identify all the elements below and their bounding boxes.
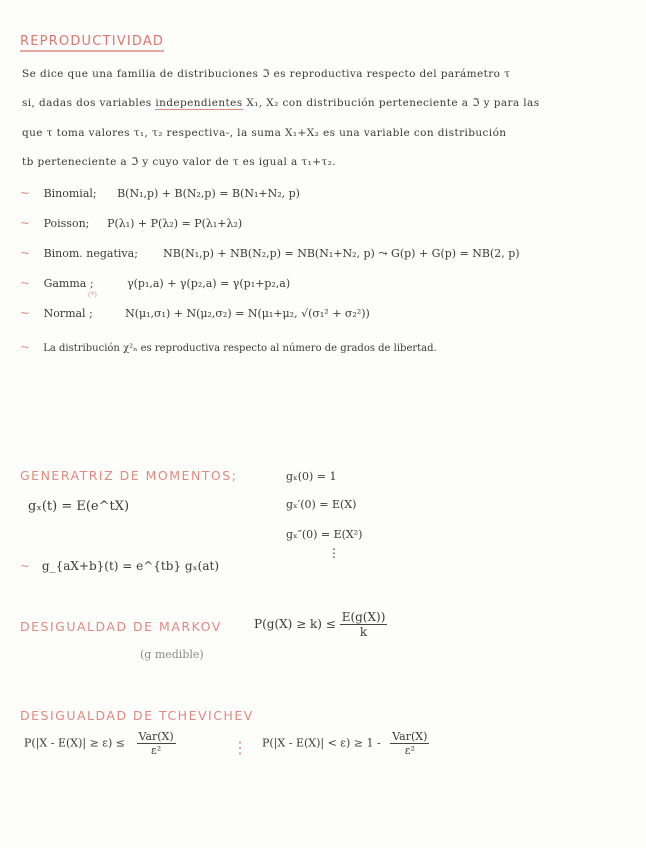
mgf-linear-transform	[20, 559, 219, 573]
bullet-chi-square	[20, 340, 437, 354]
gamma-footnote-mark: (*)	[88, 291, 97, 299]
bullet-poisson	[20, 216, 242, 230]
bullet-formula: NB(N₁,p) + NB(N₂,p) = NB(N₁+N₂, p) ⤳ G(p) + G(p) = NB(2, p)	[163, 247, 520, 260]
bullet-formula: N(μ₁,σ₁) + N(μ₂,σ₂) = N(μ₁+μ₂, √(σ₁² + σ₂²))	[125, 307, 370, 320]
bullet-tilde: ~	[20, 306, 31, 320]
mgf-linear-formula: g_{aX+b}(t) = e^{tb} gₓ(at)	[41, 559, 219, 573]
bullet-formula: P(λ₁) + P(λ₂) = P(λ₁+λ₂)	[107, 217, 243, 230]
mgf-heading: GENERATRIZ DE MOMENTOS;	[20, 468, 238, 483]
chebyshev-denominator-1: ε²	[151, 744, 162, 757]
bullet-tilde: ~	[20, 246, 31, 260]
chebyshev-numerator-2: Var(X)	[392, 730, 428, 743]
mgf-g2: gₓ″(0) = E(X²)	[286, 528, 363, 541]
mgf-g1: gₓ′(0) = E(X)	[286, 498, 357, 511]
chebyshev-heading: DESIGUALDAD DE TCHEVICHEV	[20, 708, 254, 723]
chebyshev-numerator-1: Var(X)	[138, 730, 174, 743]
markov-note: (g medible)	[140, 648, 204, 661]
markov-inequality	[254, 610, 387, 639]
mgf-definition: gₓ(t) = E(e^tX)	[28, 499, 130, 514]
chebyshev-denominator-2: ε²	[404, 744, 415, 757]
intro-independent-word: independientes	[155, 97, 243, 109]
bullet-tilde: ~	[20, 340, 31, 354]
page-title: REPRODUCTIVIDAD	[20, 34, 164, 52]
bullet-label: Binomial;	[43, 187, 97, 200]
bullet-tilde: ~	[20, 186, 31, 200]
bullet-tilde: ~	[20, 276, 31, 290]
markov-lhs: P(g(X) ≥ k) ≤	[254, 617, 336, 631]
markov-numerator: E(g(X))	[341, 610, 386, 624]
bullet-label: Poisson;	[43, 217, 90, 230]
bullet-formula: χ²ₙ es reproductiva respecto al número de grados de libertad.	[123, 343, 437, 354]
chebyshev-separator: ⋮	[232, 738, 248, 757]
markov-denominator: k	[359, 625, 368, 639]
bullet-tilde: ~	[20, 216, 31, 230]
intro-line-2-b: X₁, X₂ con distribución perteneciente a ℑ y para las	[246, 97, 540, 109]
bullet-label: Gamma ;	[43, 277, 94, 290]
bullet-label: La distribución	[43, 343, 120, 354]
bullet-label: Binom. negativa;	[43, 247, 138, 260]
intro-line-4: tb perteneciente a ℑ y cuyo valor de τ es igual a τ₁+τ₂.	[22, 156, 336, 168]
bullet-gamma	[20, 276, 290, 290]
bullet-normal	[20, 306, 370, 320]
markov-heading: DESIGUALDAD DE MARKOV	[20, 619, 222, 634]
mgf-g0: gₓ(0) = 1	[286, 470, 337, 483]
markov-fraction	[340, 610, 388, 639]
intro-line-2-a: si, dadas dos variables	[22, 97, 152, 109]
bullet-formula: B(N₁,p) + B(N₂,p) = B(N₁+N₂, p)	[117, 187, 300, 200]
chebyshev-lhs: P(|X - E(X)| ≥ ε) ≤	[24, 736, 126, 750]
mgf-vdots: ⋮	[328, 546, 340, 560]
bullet-binom-negativa	[20, 246, 520, 260]
intro-line-2	[22, 97, 540, 109]
chebyshev-fraction-1	[137, 730, 176, 757]
chebyshev-inequality-2	[262, 730, 429, 757]
bullet-tilde: ~	[20, 559, 31, 573]
bullet-formula: γ(p₁,a) + γ(p₂,a) = γ(p₁+p₂,a)	[127, 277, 291, 290]
bullet-label: Normal ;	[43, 307, 93, 320]
intro-line-3: que τ toma valores τ₁, τ₂ respectiva-, la suma X₁+X₂ es una variable con distribución	[22, 127, 507, 139]
bullet-binomial	[20, 186, 300, 200]
chebyshev-rhs: P(|X - E(X)| < ε) ≥ 1 -	[262, 736, 381, 750]
chebyshev-fraction-2	[390, 730, 429, 757]
chebyshev-inequality-1	[24, 730, 176, 757]
intro-line-1: Se dice que una familia de distribuciones ℑ es reproductiva respecto del parámetro τ	[22, 68, 511, 80]
